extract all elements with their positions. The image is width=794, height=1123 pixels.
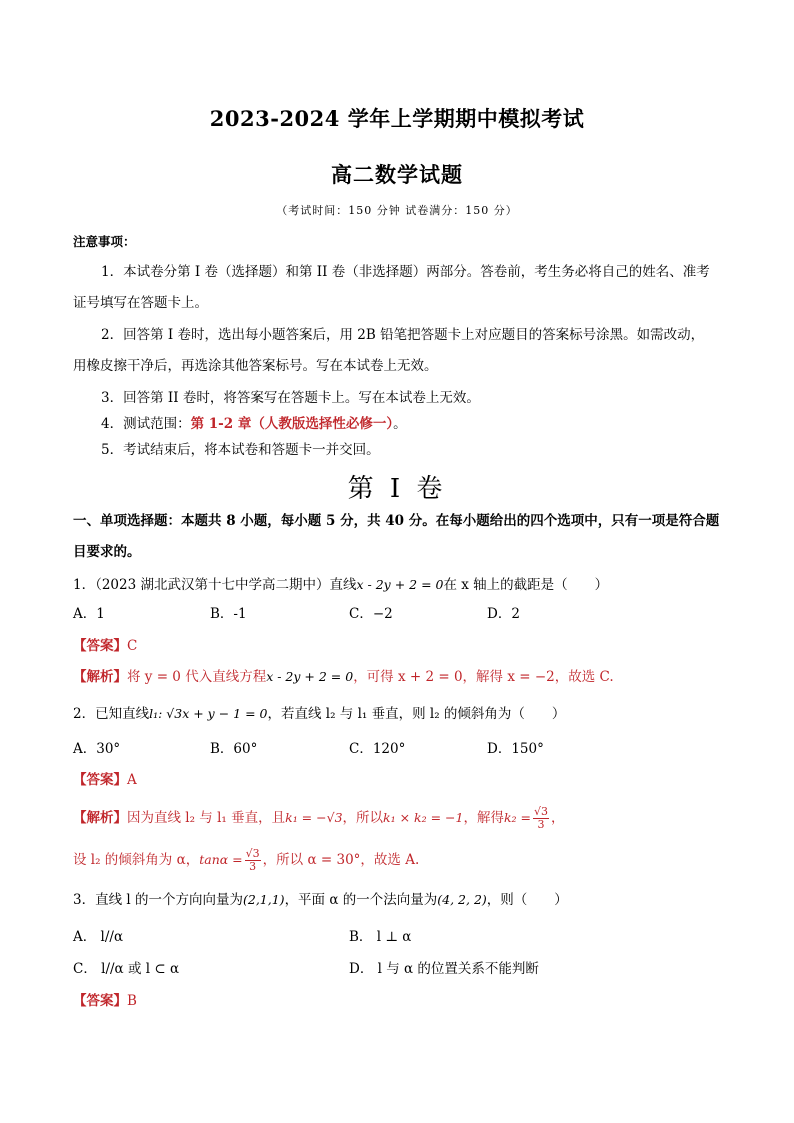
q2-option-c: C．120° (349, 741, 406, 757)
q1-answer-tag: 【答案】 (73, 638, 127, 654)
q1-option-c: C．−2 (349, 606, 393, 622)
q2-analysis-line-2 (73, 848, 733, 873)
q1-answer-value: C (127, 638, 138, 654)
q1-stem-equation: x - 2y + 2 = 0 (356, 577, 444, 592)
q1-option-b: B．-1 (210, 606, 247, 622)
notice-item-4-suffix: 。 (393, 416, 407, 432)
q2-stem-equation: l₁: √3x + y − 1 = 0 (149, 706, 268, 721)
q2-analysis-c: ，解得 (463, 810, 504, 826)
notice-heading: 注意事项： (73, 234, 136, 249)
q3-answer-tag: 【答案】 (73, 993, 127, 1009)
q3-option-a: A． l//α (73, 929, 124, 945)
notice-item-3: 3．回答第 II 卷时，将答案写在答题卡上。写在本试卷上无效。 (101, 390, 480, 406)
notice-item-4 (101, 415, 761, 433)
fraction-denominator: 3 (249, 860, 257, 873)
notice-item-4-prefix: 4．测试范围： (101, 416, 191, 432)
q3-option-d: D． l 与 α 的位置关系不能判断 (349, 961, 539, 977)
q3-stem-b: ，平面 α 的一个法向量为 (284, 892, 438, 908)
q2-analysis-d: ， (551, 810, 565, 826)
fraction-numerator: √3 (534, 805, 549, 818)
q3-answer-value: B (127, 993, 137, 1009)
q1-stem-b: 在 x 轴上的截距是（ ） (443, 577, 609, 593)
q3-option-b: B． l ⊥ α (349, 929, 412, 945)
fraction-numerator: √3 (245, 847, 260, 860)
section-title: 第 I 卷 (347, 474, 447, 504)
q2-option-d: D．150° (487, 741, 544, 757)
q3-answer (73, 992, 733, 1010)
q2-analysis-tan: tanα = (199, 852, 243, 867)
q2-analysis-tag: 【解析】 (73, 810, 127, 826)
q2-answer-value: A (127, 772, 137, 788)
notice-item-5: 5．考试结束后，将本试卷和答题卡一并交回。 (101, 442, 380, 458)
q2-option-a: A．30° (73, 741, 121, 757)
notice-item-4-range: 第 1-2 章（人教版选择性必修一） (190, 416, 394, 432)
q2-analysis-k2: k₂ = (503, 810, 532, 825)
q1-stem-a: 1．（2023 湖北武汉第十七中学高二期中）直线 (73, 577, 357, 593)
notice-item-1-line-2: 证号填写在答题卡上。 (73, 295, 208, 311)
q2-analysis-fraction-2 (245, 848, 261, 873)
q3-option-c: C． l//α 或 l ⊂ α (73, 961, 180, 977)
q2-stem-a: 2．已知直线 (73, 706, 150, 722)
question-1-stem (73, 576, 733, 594)
q2-stem-b: ，若直线 l₂ 与 l₁ 垂直，则 l₂ 的倾斜角为（ ） (267, 706, 566, 722)
q2-answer-tag: 【答案】 (73, 772, 127, 788)
exam-subtitle: 高二数学试题 (331, 162, 463, 187)
q3-stem-c: ，则（ ） (486, 892, 568, 908)
exam-title: 2023-2024 学年上学期期中模拟考试 (209, 106, 585, 131)
q1-option-a: A．1 (73, 606, 105, 622)
q2-analysis-line-1 (73, 806, 733, 831)
q1-analysis-equation: x - 2y + 2 = 0 (266, 669, 354, 684)
q3-vector-2: (4, 2, 2) (437, 892, 487, 907)
q3-vector-1: (2,1,1) (243, 892, 285, 907)
q1-analysis-a: 将 y = 0 代入直线方程 (127, 669, 267, 685)
exam-meta: （考试时间：150 分钟 试卷满分：150 分） (276, 204, 518, 217)
q1-option-d: D．2 (487, 606, 520, 622)
question-3-stem (73, 891, 733, 909)
q2-analysis-fraction-1 (533, 806, 549, 831)
q1-analysis-b: ，可得 x + 2 = 0，解得 x = −2，故选 C. (353, 669, 614, 685)
notice-item-2-line-1: 2．回答第 I 卷时，选出每小题答案后，用 2B 铅笔把答题卡上对应题目的答案标号涂黑。如需改动， (101, 327, 705, 343)
fraction-denominator: 3 (537, 818, 545, 831)
section-intro-line-1: 一、单项选择题：本题共 8 小题，每小题 5 分，共 40 分。在每小题给出的四个选项中，只有一项是符合题 (73, 513, 720, 529)
notice-item-1-line-1: 1．本试卷分第 I 卷（选择题）和第 II 卷（非选择题）两部分。答卷前，考生务必将自己的姓名、准考 (101, 264, 710, 280)
q2-analysis-b: ，所以 (342, 810, 384, 826)
q2-analysis-product: k₁ × k₂ = −1 (383, 810, 464, 825)
q2-analysis-k1: k₁ = −√3 (285, 810, 343, 825)
q1-analysis (73, 668, 733, 686)
q2-analysis-a: 因为直线 l₂ 与 l₁ 垂直，且 (127, 810, 286, 826)
q2-answer (73, 771, 733, 789)
notice-item-2-line-2: 用橡皮擦干净后，再选涂其他答案标号。写在本试卷上无效。 (73, 358, 438, 374)
question-2-stem (73, 705, 733, 723)
section-intro-line-2: 目要求的。 (73, 544, 141, 560)
q1-answer (73, 637, 733, 655)
q2-option-b: B．60° (210, 741, 258, 757)
q2-analysis-line2-a: 设 l₂ 的倾斜角为 α， (73, 852, 200, 868)
q1-analysis-tag: 【解析】 (73, 669, 127, 685)
q2-analysis-line2-b: ，所以 α = 30°，故选 A. (262, 852, 420, 868)
q3-stem-a: 3．直线 l 的一个方向向量为 (73, 892, 243, 908)
